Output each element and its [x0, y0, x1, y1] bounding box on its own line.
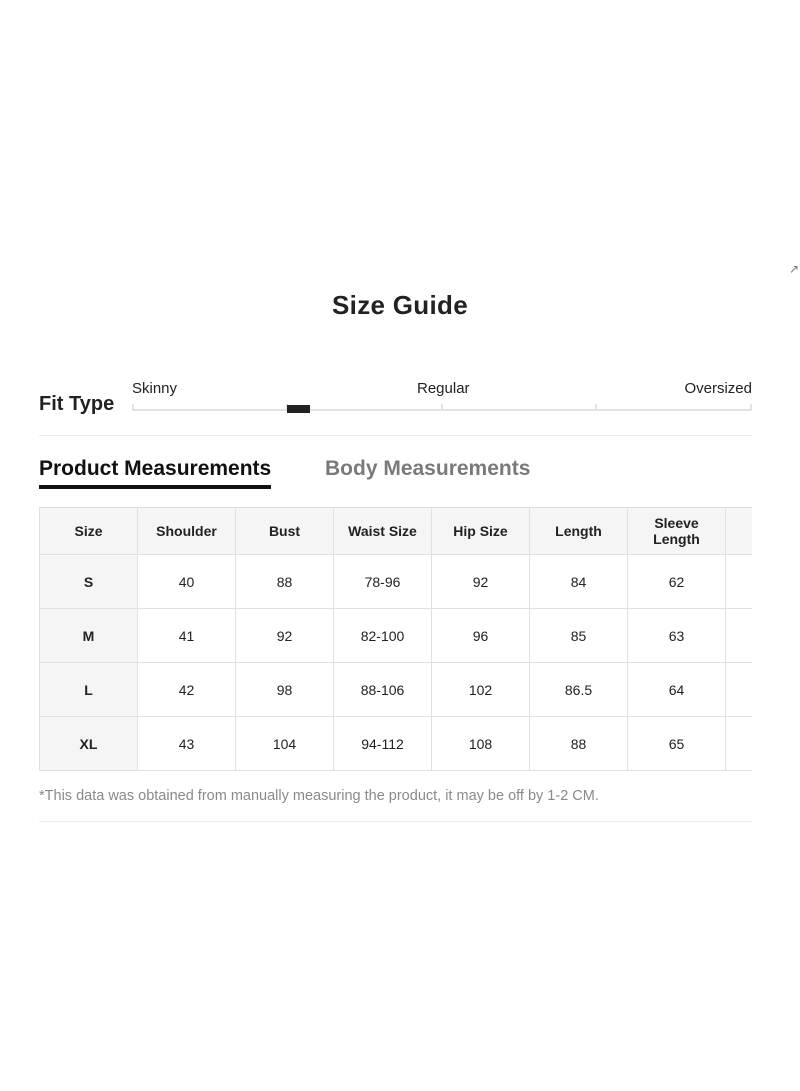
size-cell: S: [40, 555, 138, 609]
size-table-scroll[interactable]: [39, 507, 752, 773]
table-cell: 88: [236, 555, 334, 609]
table-cell: [726, 663, 753, 717]
measurement-tabs: [39, 457, 752, 493]
table-header-cell: Length: [530, 508, 628, 555]
table-row: [40, 555, 753, 609]
fit-scale-tick: [132, 404, 134, 411]
table-cell: 40: [138, 555, 236, 609]
page-title: Size Guide: [332, 290, 468, 320]
table-cell: 78-96: [334, 555, 432, 609]
table-cell: 96: [432, 609, 530, 663]
table-header-cell: Hip Size: [432, 508, 530, 555]
table-row: [40, 663, 753, 717]
fit-type-scale: [132, 376, 752, 416]
table-cell: 64: [628, 663, 726, 717]
table-cell: [726, 555, 753, 609]
divider: [39, 821, 752, 822]
table-header-cell: Size: [40, 508, 138, 555]
table-cell: 43: [138, 717, 236, 771]
table-cell: 104: [236, 717, 334, 771]
table-cell: 63: [628, 609, 726, 663]
tab-product-measurements[interactable]: Product Measurements: [39, 457, 271, 489]
table-header-cell: Shoulder: [138, 508, 236, 555]
table-cell: 98: [236, 663, 334, 717]
size-table: [39, 507, 752, 771]
table-cell: 92: [236, 609, 334, 663]
fit-scale-label-skinny: Skinny: [132, 380, 178, 397]
fit-scale-label-regular: Regular: [417, 380, 470, 397]
expand-arrow-icon[interactable]: ↗: [789, 262, 800, 276]
table-cell: 94-112: [334, 717, 432, 771]
table-cell: 41: [138, 609, 236, 663]
fit-scale-marker: [287, 405, 310, 413]
fit-scale-tick: [595, 404, 597, 411]
table-cell: 82-100: [334, 609, 432, 663]
fit-type-label: Fit Type: [39, 393, 115, 415]
table-cell: 65: [628, 717, 726, 771]
table-row: [40, 717, 753, 771]
table-cell: 92: [432, 555, 530, 609]
divider: [39, 435, 752, 436]
size-cell: M: [40, 609, 138, 663]
table-cell: [726, 609, 753, 663]
measurement-disclaimer: *This data was obtained from manually measuring the product, it may be off by 1-2 CM.: [39, 788, 599, 804]
table-header-cell: [726, 508, 753, 555]
table-header-cell: Sleeve Length: [628, 508, 726, 555]
table-row: [40, 609, 753, 663]
table-header-cell: Bust: [236, 508, 334, 555]
fit-type-section: [39, 376, 752, 436]
size-cell: L: [40, 663, 138, 717]
table-cell: 102: [432, 663, 530, 717]
fit-scale-tick: [441, 404, 443, 411]
table-cell: [726, 717, 753, 771]
table-cell: 88-106: [334, 663, 432, 717]
table-cell: 85: [530, 609, 628, 663]
table-cell: 42: [138, 663, 236, 717]
table-header-cell: Waist Size: [334, 508, 432, 555]
fit-scale-tick: [750, 404, 752, 411]
table-cell: 84: [530, 555, 628, 609]
table-cell: 86.5: [530, 663, 628, 717]
table-cell: 88: [530, 717, 628, 771]
size-cell: XL: [40, 717, 138, 771]
table-header-row: [40, 508, 753, 555]
tab-body-measurements[interactable]: Body Measurements: [325, 457, 531, 480]
table-cell: 62: [628, 555, 726, 609]
table-cell: 108: [432, 717, 530, 771]
fit-scale-label-oversized: Oversized: [684, 380, 752, 397]
